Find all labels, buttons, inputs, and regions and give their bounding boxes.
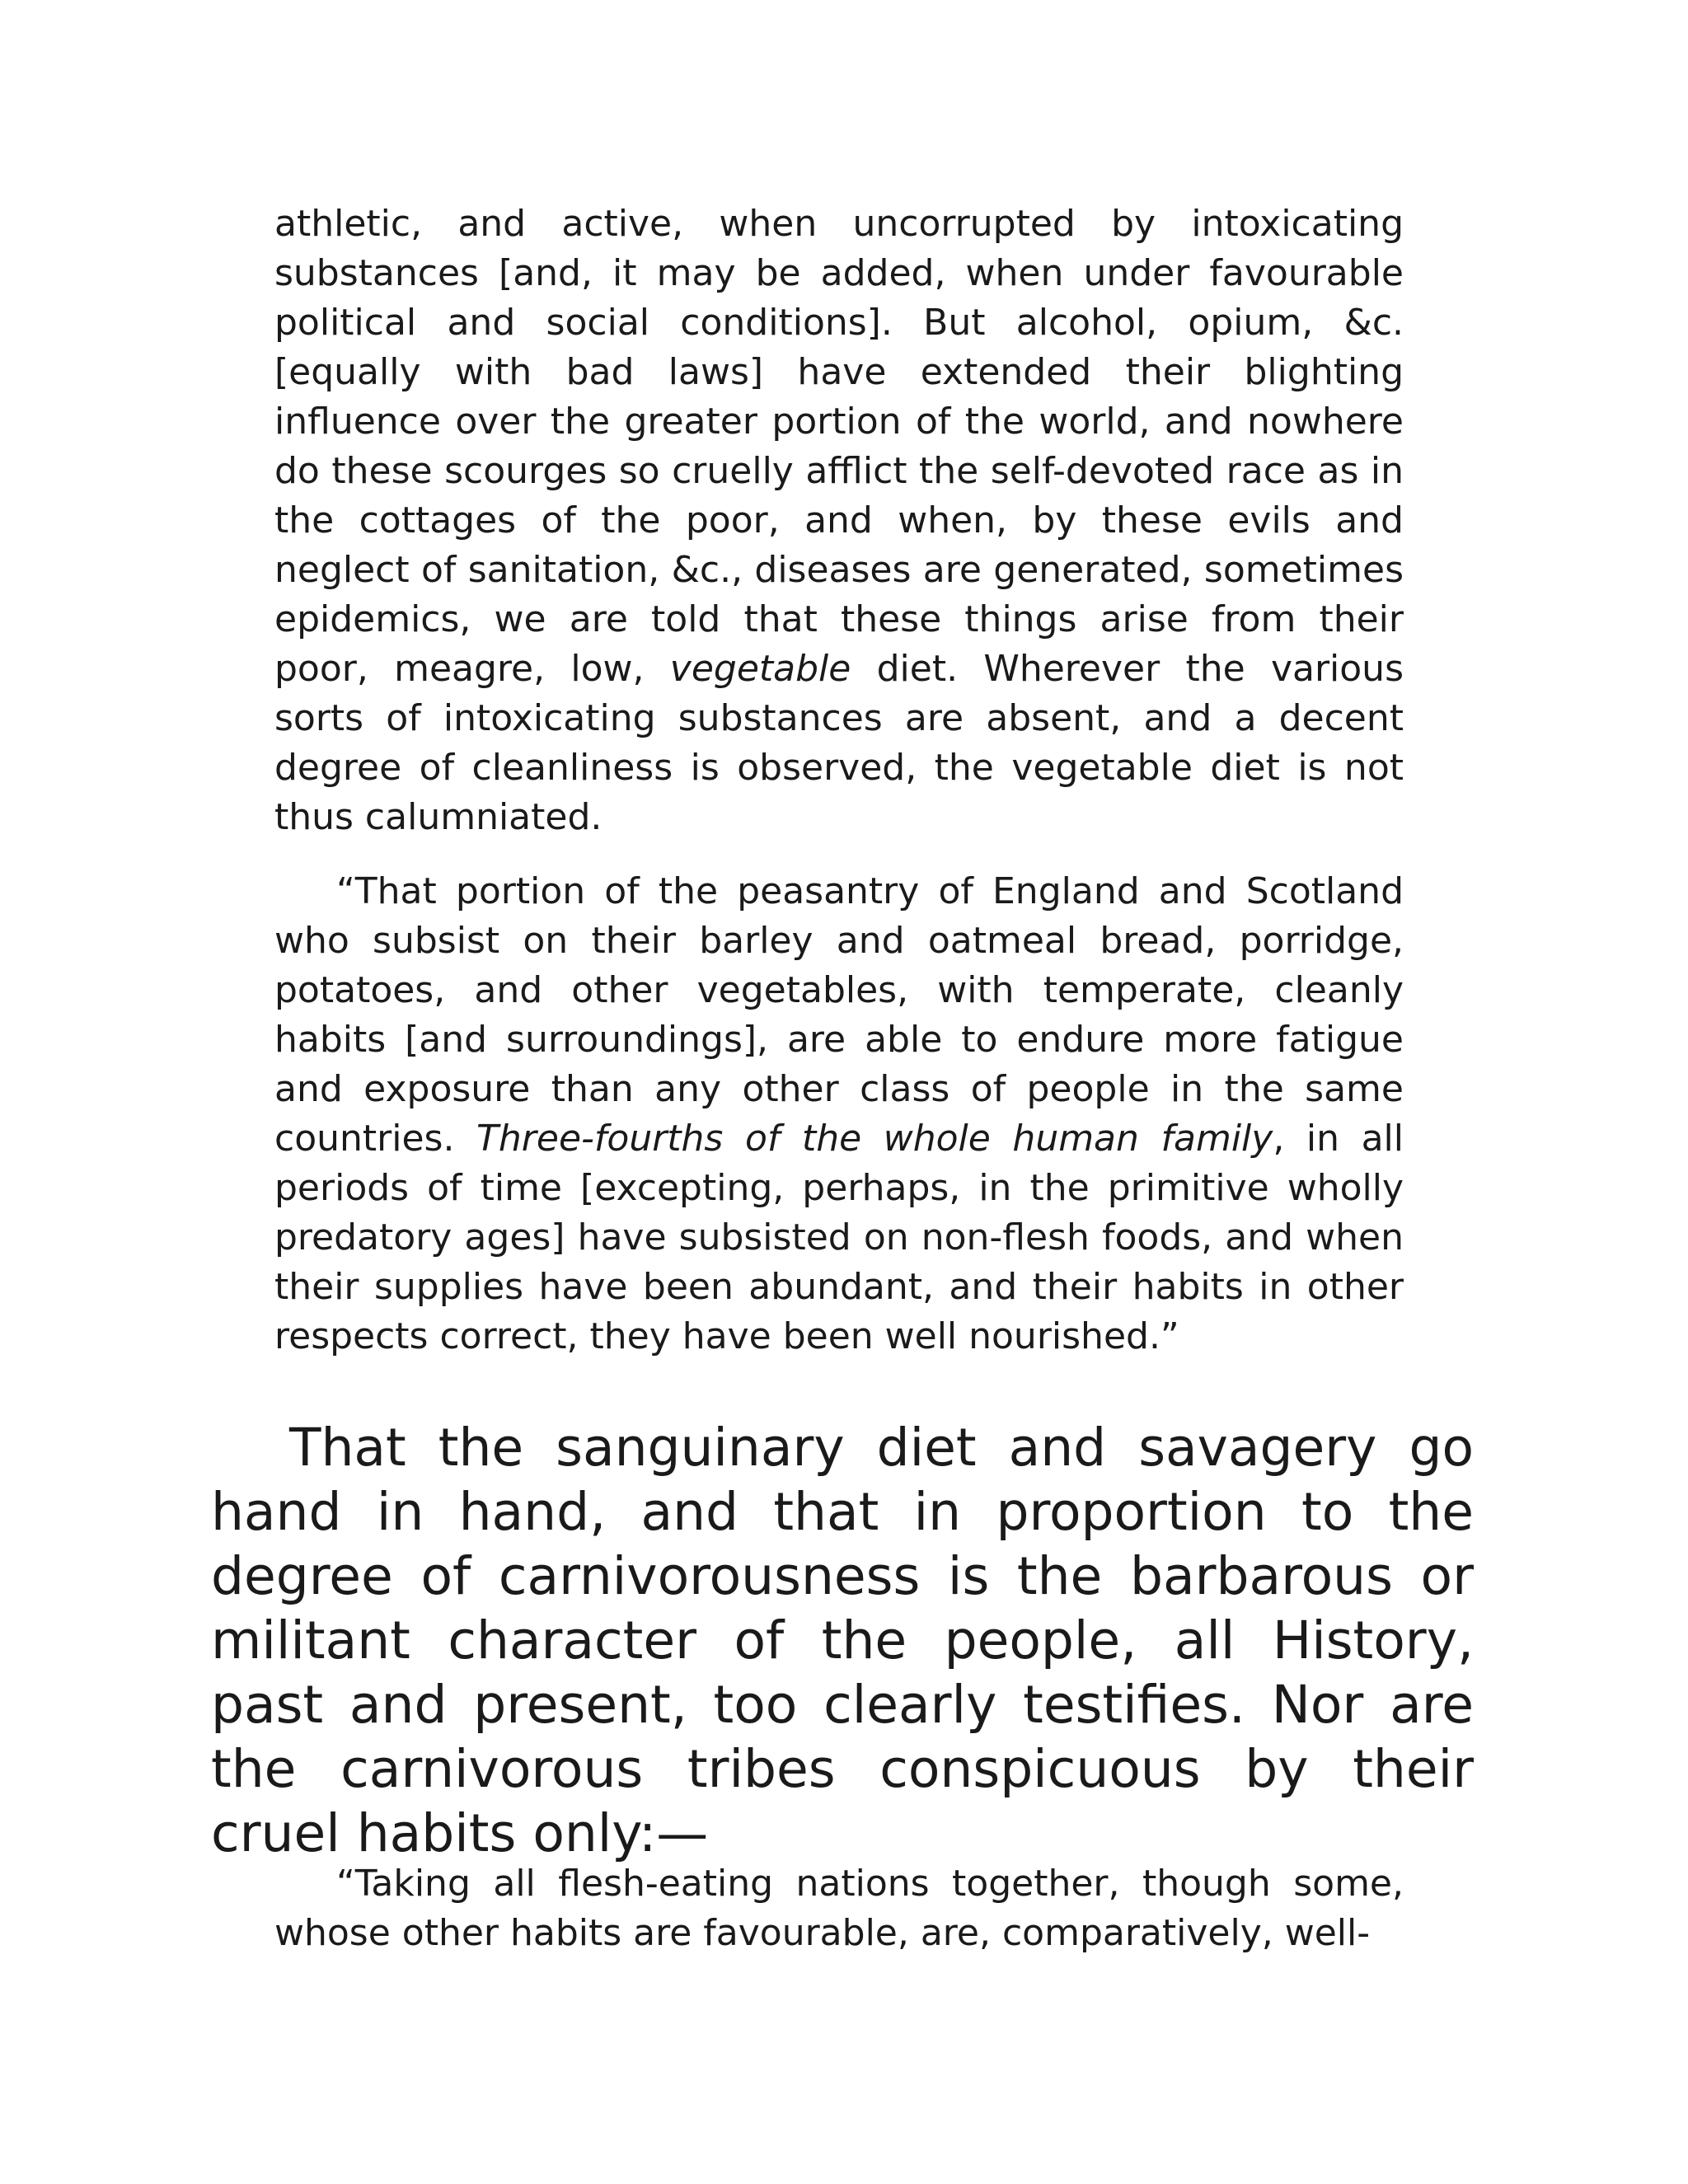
quote-peasantry-text-a: “That portion of the peasantry of England and Scotland who subsist on their barley and oatmeal bread, porridge, potatoes, and other vegetables, with temperate, cleanly habits [and surroundings], are able to endure more fatigue and exposure than any other class of people in the same countries. <box>274 870 1404 1160</box>
quote-continuation-paragraph <box>274 199 1404 842</box>
quote-continuation-text-b: diet. Wherever the various sorts of intoxicating substances are absent, and a decent degree of cleanliness is observed, the vegetable diet is not thus calumniated. <box>274 648 1404 838</box>
quote-continuation-text-a: athletic, and active, when uncorrupted by intoxicating substances [and, it may be added, when under favourable political and social conditions]. But alcohol, opium, &c. [equally with bad laws] have extended their blighting influence over the greater portion of the world, and nowhere do these scourges so cruelly afflict the self-devoted race as in the cottages of the poor, and when, by these evils and neglect of sanitation, &c., diseases are generated, sometimes epidemics, we are told that these things arise from their poor, meagre, low, <box>274 203 1404 690</box>
emphasis-three-fourths: Three-fourths of the whole human family <box>476 1118 1273 1160</box>
emphasis-vegetable: vegetable <box>669 648 851 690</box>
quote-peasantry-paragraph <box>274 867 1404 1361</box>
quote-flesh-eating-paragraph: “Taking all flesh-eating nations together, though some, whose other habits are favourable, are, comparatively, well- <box>274 1863 1404 1954</box>
quote-peasantry-text-b: , in all periods of time [excepting, perhaps, in the primitive wholly predatory ages] have subsisted on non-flesh foods, and when their supplies have been abundant, and their habits in other respects correct, they have been well nourished.” <box>274 1118 1404 1357</box>
main-body-paragraph: That the sanguinary diet and savagery go hand in hand, and that in proportion to the degree of carnivorousness is the barbarous or militant character of the people, all History, past and present, too clearly testifies. Nor are the carnivorous tribes conspicuous by their cruel habits only:— <box>211 1418 1474 1863</box>
